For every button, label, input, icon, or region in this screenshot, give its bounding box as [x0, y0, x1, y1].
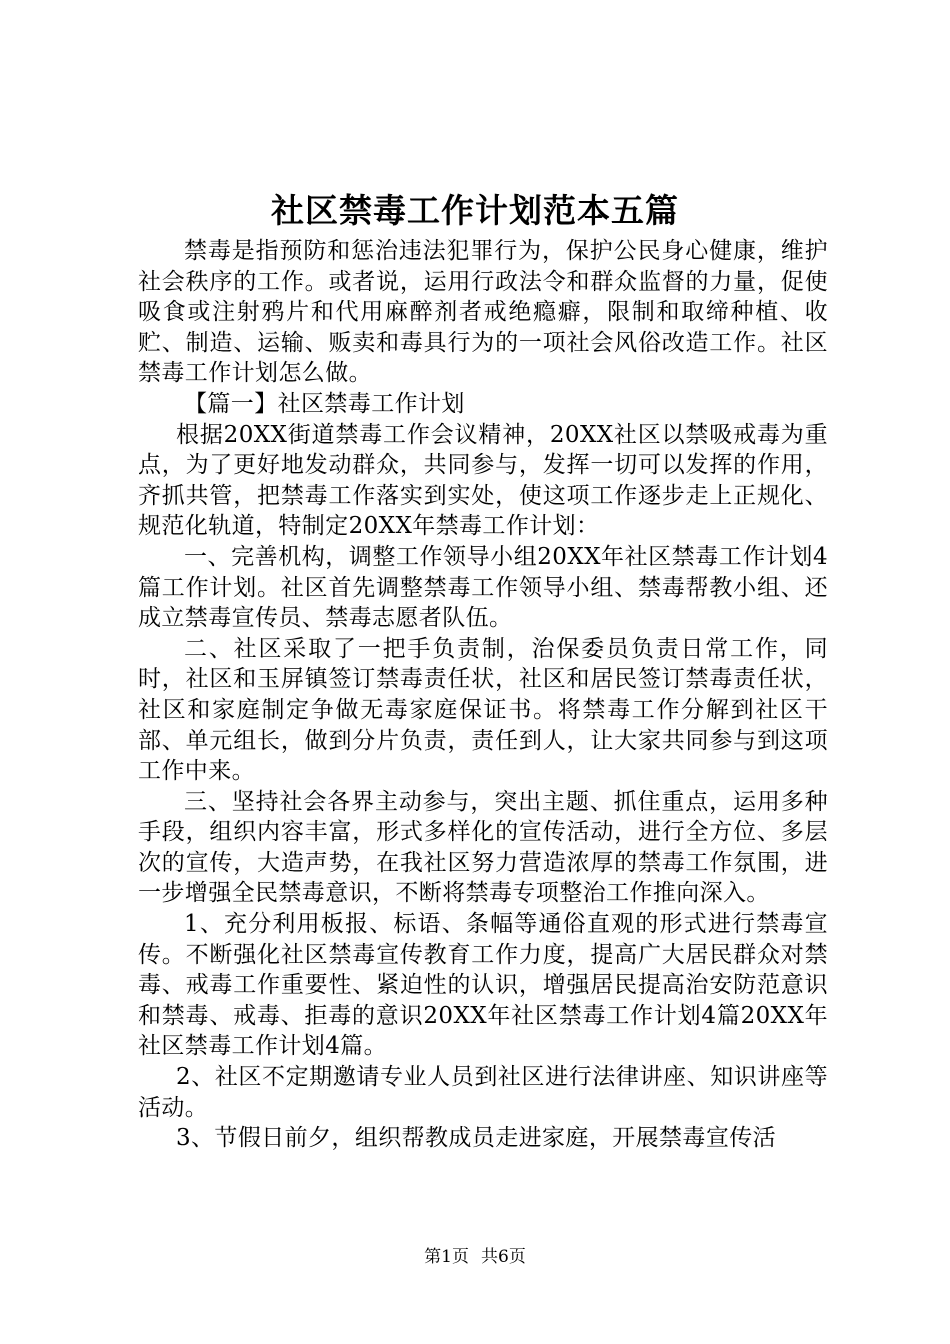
- document-title: 社区禁毒工作计划范本五篇: [271, 191, 679, 230]
- page-number: 第1页: [424, 1247, 469, 1267]
- paragraph-subitem-2: 2、社区不定期邀请专业人员到社区进行法律讲座、知识讲座等活动。: [138, 1064, 828, 1121]
- section-heading: 【篇一】社区禁毒工作计划: [184, 390, 465, 417]
- page-footer: [0, 1245, 950, 1269]
- paragraph-item-2: 二、社区采取了一把手负责制，治保委员负责日常工作，同时，社区和玉屏镇签订禁毒责任状，社区和居民签订禁毒责任状，社区和家庭制定争做无毒家庭保证书。将禁毒工作分解到社区干部、单元组长，做到分片负责，责任到人，让大家共同参与到这项工作中来。: [138, 635, 828, 785]
- paragraph-item-3: 三、坚持社会各界主动参与，突出主题、抓住重点，运用多种手段，组织内容丰富，形式多样化的宣传活动，进行全方位、多层次的宣传，大造声势，在我社区努力营造浓厚的禁毒工作氛围，进一步增强全民禁毒意识，不断将禁毒专项整治工作推向深入。: [138, 788, 828, 907]
- page-total: 共6页: [481, 1247, 526, 1267]
- paragraph-item-1: 一、完善机构，调整工作领导小组20XX年社区禁毒工作计划4篇工作计划。社区首先调整禁毒工作领导小组、禁毒帮教小组、还成立禁毒宣传员、禁毒志愿者队伍。: [138, 543, 828, 632]
- paragraph-subitem-1: 1、充分利用板报、标语、条幅等通俗直观的形式进行禁毒宣传。不断强化社区禁毒宣传教育工作力度，提高广大居民群众对禁毒、戒毒工作重要性、紧迫性的认识，增强居民提高治安防范意识和禁毒、戒毒、拒毒的意识20XX年社区禁毒工作计划4篇20XX年社区禁毒工作计划4篇。: [138, 911, 828, 1060]
- document-body: [138, 236, 828, 1154]
- paragraph-subitem-3: 3、节假日前夕，组织帮教成员走进家庭，开展禁毒宣传活: [176, 1125, 777, 1152]
- paragraph-basis: 根据20XX街道禁毒工作会议精神，20XX社区以禁吸戒毒为重点，为了更好地发动群众，共同参与，发挥一切可以发挥的作用，齐抓共管，把禁毒工作落实到实处，使这项工作逐步走上正规化、规范化轨道，特制定20XX年禁毒工作计划：: [138, 421, 828, 540]
- paragraph-intro: 禁毒是指预防和惩治违法犯罪行为，保护公民身心健康，维护社会秩序的工作。或者说，运用行政法令和群众监督的力量，促使吸食或注射鸦片和代用麻醉剂者戒绝瘾癖，限制和取缔种植、收贮、制造、运输、贩卖和毒具行为的一项社会风俗改造工作。社区禁毒工作计划怎么做。: [138, 238, 828, 387]
